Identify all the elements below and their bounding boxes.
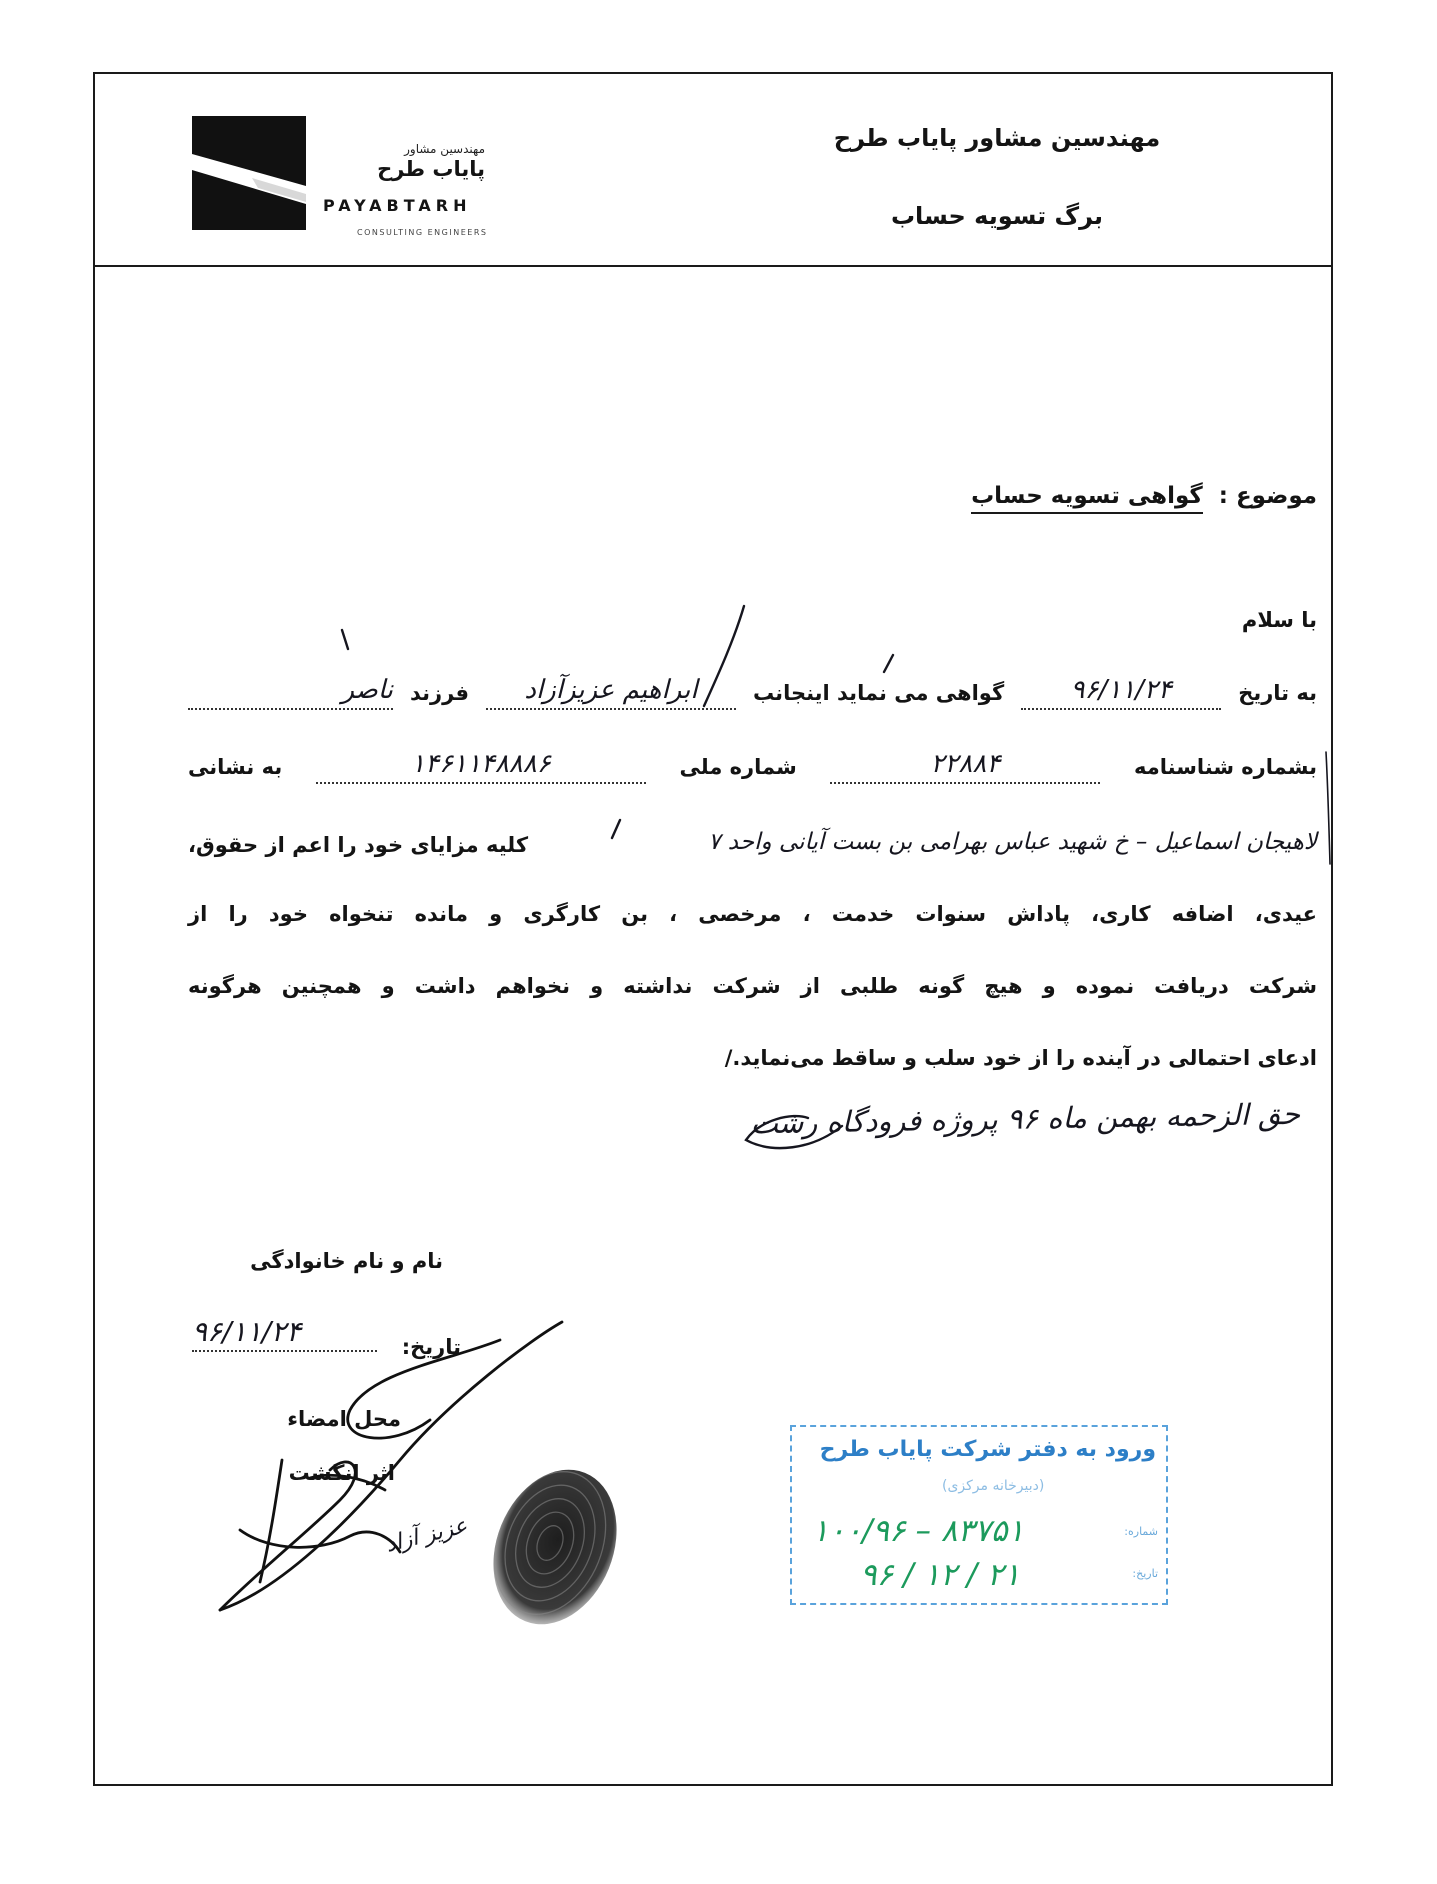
body-line-6 [188,1038,1317,1078]
father-name-handwritten: ناصر [341,675,394,705]
stamp-date-label: تاریخ: [1132,1567,1158,1580]
company-title: مهندسین مشاور پایاب طرح [833,124,1161,152]
subject-value: گواهی تسویه حساب [971,483,1203,514]
form-title: برگ تسویه حساب [890,202,1104,230]
handwritten-note: حق الزحمه بهمن ماه ۹۶ پروژه فرودگاه رشت [750,1096,1301,1141]
header-divider [93,265,1333,267]
fingerprint-icon [470,1455,640,1640]
national-id-handwritten: ۱۴۶۱۱۴۸۸۸۶ [411,749,551,779]
logo-mark-icon [192,116,306,230]
name-field [486,676,736,710]
father-name-field [188,676,393,710]
stamp-date-handwritten: ۹۶ / ۱۲ / ۲۱ [860,1557,1021,1593]
body-line-4-text: عیدی، اضافه کاری، پاداش سنوات خدمت ، مرخصی ، بن کارگری و مانده تنخواه خود را از [188,902,1317,926]
national-id-label: شماره ملی [679,755,797,779]
body-line-2 [188,744,1317,784]
id-number-label: بشماره شناسنامه [1134,755,1317,779]
address-label: به نشانی [188,755,283,779]
name-handwritten: ابراهیم عزیزآزاد [524,675,698,705]
fingerprint-label: اثر انگشت [288,1461,395,1485]
subject-line [971,478,1317,514]
logo-name-latin: PAYABTARH [323,196,472,215]
greeting: با سلام [1241,608,1317,632]
stamp-number-handwritten: ۱۰۰/۹۶ – ۸۳۷۵۱ [812,1513,1025,1549]
date-handwritten: ۹۶/۱۱/۲۴ [1070,675,1172,705]
body-line-4 [188,894,1317,934]
stamp-title: ورود به دفتر شرکت پایاب طرح [819,1437,1156,1462]
date-field [1021,676,1221,710]
body-line-6-text: ادعای احتمالی در آینده را از خود سلب و ساقط می‌نماید./ [724,1046,1317,1070]
body-line-3 [188,822,1317,862]
entry-stamp [790,1425,1168,1605]
address-handwritten: لاهیجان اسماعیل – خ شهید عباس بهرامی بن بست آیانی واحد ۷ [708,829,1317,855]
national-id-field [316,750,646,784]
date-label: به تاریخ [1238,681,1317,705]
child-label: فرزند [410,681,469,705]
id-number-field [830,750,1100,784]
stamp-subtitle: (دبیرخانه مرکزی) [942,1478,1045,1494]
logo-name-fa: پایاب طرح [377,157,485,181]
body-line-1 [188,670,1317,710]
footer-date-label: تاریخ: [401,1335,461,1359]
logo-subtitle-latin: CONSULTING ENGINEERS [357,228,488,237]
id-number-handwritten: ۲۲۸۸۴ [930,749,1001,779]
stamp-number-label: شماره: [1124,1525,1158,1538]
certify-text: گواهی می نماید اینجانب [752,681,1005,705]
body-line-5 [188,966,1317,1006]
address-field [667,828,1317,862]
subject-label: موضوع : [1218,483,1317,509]
logo-subtitle-fa: مهندسین مشاور [404,142,485,156]
benefits-text: کلیه مزایای خود را اعم از حقوق، [188,833,529,857]
footer-date-handwritten: ۹۶/۱۱/۲۴ [192,1315,302,1348]
signature-name: عزیز آزاد [383,1513,470,1558]
full-name-label: نام و نام خانوادگی [250,1249,443,1273]
body-line-5-text: شرکت دریافت نموده و هیچ گونه طلبی از شرکت نداشته و نخواهم داشت و همچنین هرگونه [188,974,1317,998]
signature-label: محل امضاء [287,1407,401,1431]
